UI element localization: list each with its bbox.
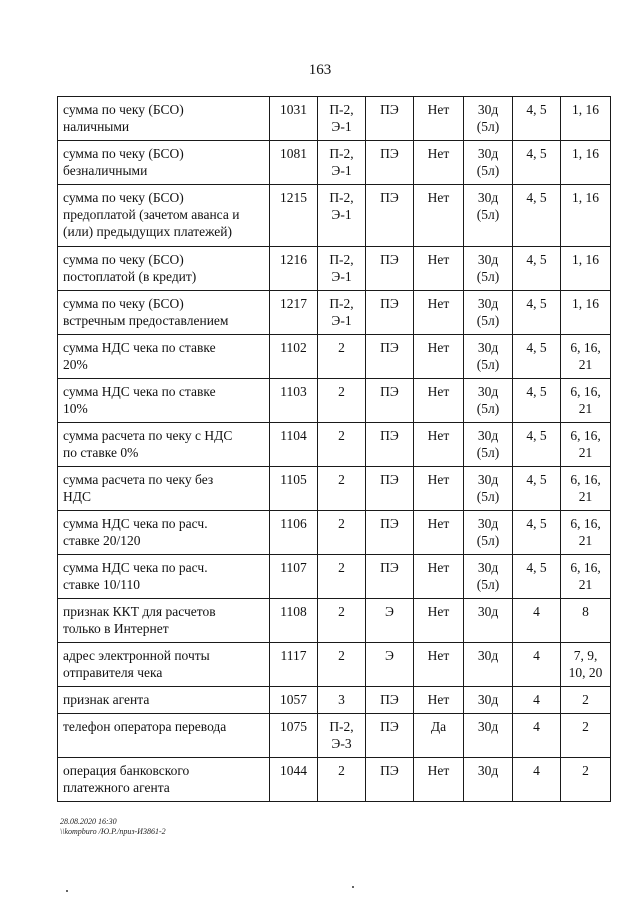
mandatory-cell: Да [414,714,464,758]
footer-path: \\kompburo /Ю.Р./приз-И3861-2 [60,827,166,836]
mandatory-cell: Нет [414,758,464,802]
mandatory-cell: Нет [414,291,464,335]
format-line: Э-1 [331,163,352,178]
requisite-name-line: признак ККТ для расчетов [63,604,216,619]
table-row [58,185,611,247]
footer-date: 28.08.2020 16:30 [60,817,117,826]
table-row [58,511,611,555]
length-line: (5л) [476,207,500,222]
requisite-name-line: сумма по чеку (БСО) [63,102,184,117]
format-line: П-2, [329,190,354,205]
length-line: (5л) [476,269,500,284]
format-cell [318,379,366,423]
length-cell [464,714,513,758]
form-type-cell: Э [366,599,414,643]
mandatory-cell: Нет [414,511,464,555]
format-line: 2 [338,472,345,487]
notes-line: 2 [582,692,589,707]
requisite-name-line: постоплатой (в кредит) [63,269,197,284]
tag-number-cell: 1031 [270,97,318,141]
format-line: Э-1 [331,269,352,284]
ffd-version-cell: 4, 5 [513,141,561,185]
notes-cell [561,379,611,423]
mandatory-cell: Нет [414,335,464,379]
requisite-name-line: сумма по чеку (БСО) [63,190,184,205]
requisite-name-cell [58,758,270,802]
format-line: 3 [338,692,345,707]
length-line: 30д [477,719,499,734]
format-cell [318,511,366,555]
requisite-name-cell [58,185,270,247]
form-type-cell: ПЭ [366,423,414,467]
ffd-version-cell: 4 [513,599,561,643]
ffd-version-cell: 4, 5 [513,335,561,379]
format-line: 2 [338,560,345,575]
requisite-name-line: телефон оператора перевода [63,719,227,734]
mandatory-cell: Нет [414,185,464,247]
requisite-name-cell [58,555,270,599]
length-cell [464,599,513,643]
ffd-version-cell: 4, 5 [513,423,561,467]
requisite-name-cell [58,599,270,643]
notes-line: 2 [582,763,589,778]
requisite-name-line: сумма по чеку (БСО) [63,252,184,267]
form-type-cell: ПЭ [366,555,414,599]
format-line: П-2, [329,296,354,311]
length-line: 30д [477,472,499,487]
format-line: Э-1 [331,313,352,328]
table-row [58,643,611,687]
format-line: 2 [338,340,345,355]
requisite-name-line: признак агента [63,692,150,707]
tag-number-cell: 1075 [270,714,318,758]
format-line: 2 [338,384,345,399]
length-cell [464,423,513,467]
format-line: 2 [338,763,345,778]
requisite-name-line: 10% [63,401,88,416]
length-line: 30д [477,296,499,311]
mandatory-cell: Нет [414,141,464,185]
length-line: (5л) [476,445,500,460]
requisite-name-cell [58,643,270,687]
tag-number-cell: 1105 [270,467,318,511]
ffd-version-cell: 4, 5 [513,555,561,599]
format-line: 2 [338,648,345,663]
tag-number-cell: 1108 [270,599,318,643]
notes-line: 7, 9, [573,648,598,663]
requisite-name-cell [58,714,270,758]
length-line: 30д [477,146,499,161]
ffd-version-cell: 4, 5 [513,379,561,423]
requisite-name-line: ставке 20/120 [63,533,141,548]
length-line: 30д [477,384,499,399]
format-cell [318,335,366,379]
ffd-version-cell: 4 [513,714,561,758]
length-cell [464,97,513,141]
requisite-name-cell [58,687,270,714]
format-cell [318,97,366,141]
tag-number-cell: 1216 [270,247,318,291]
scan-speck [352,886,354,888]
requisite-name-cell [58,511,270,555]
ffd-version-cell: 4, 5 [513,511,561,555]
form-type-cell: ПЭ [366,511,414,555]
format-line: П-2, [329,252,354,267]
tag-number-cell: 1104 [270,423,318,467]
requisite-name-cell [58,97,270,141]
notes-line: 1, 16 [572,296,599,311]
requisite-name-line: сумма НДС чека по ставке [63,340,216,355]
requisite-name-line: безналичными [63,163,148,178]
length-line: 30д [477,190,499,205]
length-line: 30д [477,102,499,117]
length-line: 30д [477,252,499,267]
format-cell [318,758,366,802]
notes-cell [561,714,611,758]
notes-line: 1, 16 [572,102,599,117]
length-line: 30д [477,648,499,663]
notes-line: 21 [578,577,593,592]
notes-cell [561,687,611,714]
form-type-cell: ПЭ [366,97,414,141]
form-type-cell: Э [366,643,414,687]
length-cell [464,511,513,555]
length-cell [464,291,513,335]
ffd-version-cell: 4, 5 [513,467,561,511]
table-row [58,599,611,643]
requisite-name-line: 20% [63,357,88,372]
notes-line: 21 [578,533,593,548]
requisite-name-line: ставке 10/110 [63,577,141,592]
requisite-name-line: только в Интернет [63,621,169,636]
length-cell [464,185,513,247]
ffd-version-cell: 4, 5 [513,291,561,335]
notes-cell [561,599,611,643]
table-row [58,423,611,467]
format-line: 2 [338,516,345,531]
length-cell [464,758,513,802]
requisite-name-line: (или) предыдущих платежей) [63,224,233,239]
notes-cell [561,97,611,141]
length-line: (5л) [476,489,500,504]
table-row [58,141,611,185]
mandatory-cell: Нет [414,379,464,423]
format-cell [318,643,366,687]
ffd-version-cell: 4, 5 [513,185,561,247]
notes-cell [561,423,611,467]
requisite-name-line: сумма расчета по чеку без [63,472,214,487]
format-line: 2 [338,428,345,443]
mandatory-cell: Нет [414,599,464,643]
form-type-cell: ПЭ [366,291,414,335]
tag-number-cell: 1102 [270,335,318,379]
notes-line: 6, 16, [570,340,601,355]
format-line: Э-3 [331,736,352,751]
requisite-name-line: сумма НДС чека по ставке [63,384,216,399]
length-cell [464,555,513,599]
requisite-name-line: адрес электронной почты [63,648,210,663]
requisite-name-line: предоплатой (зачетом аванса и [63,207,240,222]
requisite-name-cell [58,379,270,423]
notes-cell [561,291,611,335]
tag-number-cell: 1215 [270,185,318,247]
requisite-name-line: сумма расчета по чеку с НДС [63,428,233,443]
tag-number-cell: 1106 [270,511,318,555]
requisite-name-line: сумма по чеку (БСО) [63,146,184,161]
length-line: (5л) [476,357,500,372]
ffd-version-cell: 4, 5 [513,97,561,141]
requisite-name-cell [58,141,270,185]
footer-stamp [60,817,166,837]
tag-number-cell: 1044 [270,758,318,802]
tag-number-cell: 1103 [270,379,318,423]
table-body [58,97,611,802]
ffd-version-cell: 4 [513,687,561,714]
format-line: Э-1 [331,207,352,222]
notes-line: 6, 16, [570,428,601,443]
length-cell [464,467,513,511]
length-line: 30д [477,428,499,443]
notes-cell [561,247,611,291]
length-line: 30д [477,604,499,619]
table-row [58,687,611,714]
length-cell [464,379,513,423]
tag-number-cell: 1117 [270,643,318,687]
mandatory-cell: Нет [414,555,464,599]
tag-number-cell: 1057 [270,687,318,714]
length-cell [464,141,513,185]
table-row [58,97,611,141]
ffd-version-cell: 4 [513,643,561,687]
length-line: (5л) [476,163,500,178]
tag-number-cell: 1217 [270,291,318,335]
requisite-name-cell [58,423,270,467]
requisite-name-line: встречным предоставлением [63,313,229,328]
form-type-cell: ПЭ [366,335,414,379]
format-line: П-2, [329,719,354,734]
length-line: (5л) [476,119,500,134]
requisite-name-line: платежного агента [63,780,170,795]
page-number: 163 [308,62,332,78]
format-cell [318,185,366,247]
requisite-name-line: сумма НДС чека по расч. [63,516,208,531]
length-line: 30д [477,763,499,778]
requisite-name-line: НДС [63,489,91,504]
scan-speck [66,890,68,892]
requisites-table [57,96,611,802]
mandatory-cell: Нет [414,247,464,291]
length-cell [464,247,513,291]
length-line: 30д [477,692,499,707]
length-line: (5л) [476,577,500,592]
length-line: (5л) [476,313,500,328]
form-type-cell: ПЭ [366,758,414,802]
requisite-name-cell [58,335,270,379]
notes-line: 1, 16 [572,190,599,205]
form-type-cell: ПЭ [366,467,414,511]
notes-line: 21 [578,445,593,460]
tag-number-cell: 1081 [270,141,318,185]
format-cell [318,423,366,467]
mandatory-cell: Нет [414,467,464,511]
format-line: П-2, [329,146,354,161]
requisite-name-line: сумма по чеку (БСО) [63,296,184,311]
notes-line: 2 [582,719,589,734]
table-row [58,291,611,335]
format-cell [318,247,366,291]
notes-cell [561,643,611,687]
notes-cell [561,467,611,511]
length-line: (5л) [476,533,500,548]
ffd-version-cell: 4 [513,758,561,802]
notes-line: 6, 16, [570,560,601,575]
format-cell [318,714,366,758]
mandatory-cell: Нет [414,423,464,467]
table-row [58,379,611,423]
ffd-version-cell: 4, 5 [513,247,561,291]
notes-line: 21 [578,489,593,504]
notes-cell [561,555,611,599]
format-line: 2 [338,604,345,619]
notes-cell [561,141,611,185]
format-line: П-2, [329,102,354,117]
format-cell [318,467,366,511]
format-cell [318,141,366,185]
length-line: 30д [477,560,499,575]
requisite-name-line: сумма НДС чека по расч. [63,560,208,575]
table-row [58,555,611,599]
table-row [58,467,611,511]
form-type-cell: ПЭ [366,687,414,714]
length-cell [464,643,513,687]
form-type-cell: ПЭ [366,247,414,291]
form-type-cell: ПЭ [366,141,414,185]
notes-cell [561,335,611,379]
mandatory-cell: Нет [414,687,464,714]
format-cell [318,555,366,599]
form-type-cell: ПЭ [366,185,414,247]
notes-line: 8 [582,604,589,619]
format-cell [318,687,366,714]
length-cell [464,687,513,714]
notes-line: 1, 16 [572,252,599,267]
requisite-name-cell [58,247,270,291]
requisite-name-cell [58,291,270,335]
table-row [58,714,611,758]
mandatory-cell: Нет [414,643,464,687]
notes-line: 10, 20 [568,665,603,680]
requisite-name-line: по ставке 0% [63,445,139,460]
notes-line: 1, 16 [572,146,599,161]
tag-number-cell: 1107 [270,555,318,599]
form-type-cell: ПЭ [366,379,414,423]
notes-line: 6, 16, [570,516,601,531]
notes-line: 6, 16, [570,472,601,487]
length-line: (5л) [476,401,500,416]
length-line: 30д [477,340,499,355]
format-line: Э-1 [331,119,352,134]
notes-line: 21 [578,357,593,372]
requisite-name-line: операция банковского [63,763,190,778]
requisite-name-line: отправителя чека [63,665,163,680]
length-cell [464,335,513,379]
length-line: 30д [477,516,499,531]
notes-cell [561,511,611,555]
table-row [58,335,611,379]
notes-cell [561,185,611,247]
notes-line: 21 [578,401,593,416]
form-type-cell: ПЭ [366,714,414,758]
format-cell [318,599,366,643]
notes-line: 6, 16, [570,384,601,399]
requisite-name-line: наличными [63,119,130,134]
format-cell [318,291,366,335]
requisite-name-cell [58,467,270,511]
table-row [58,758,611,802]
table-row [58,247,611,291]
mandatory-cell: Нет [414,97,464,141]
notes-cell [561,758,611,802]
